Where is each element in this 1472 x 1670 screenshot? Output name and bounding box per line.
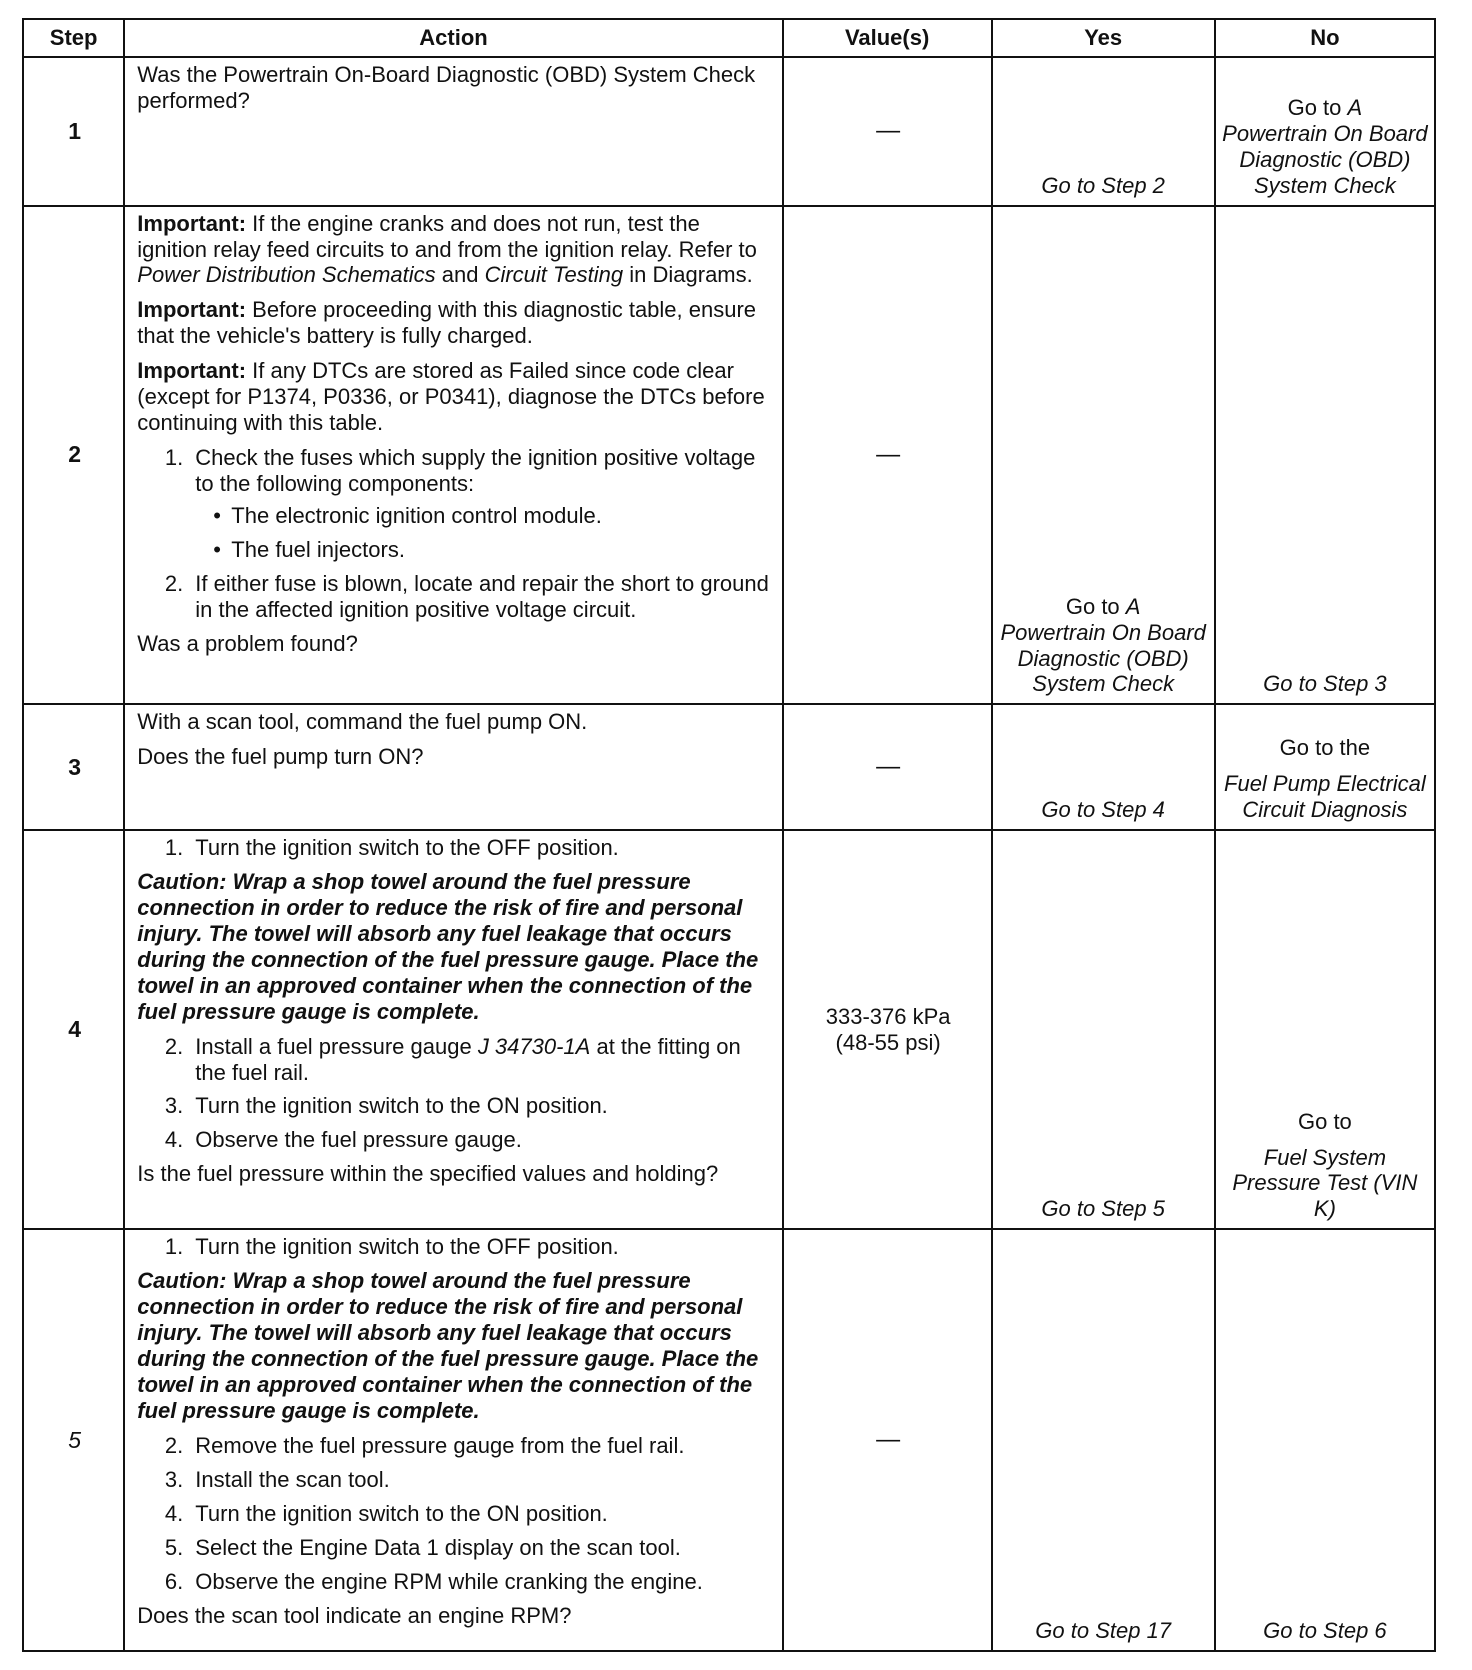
note-text: If any DTCs are stored as Failed since code clear (except for P1374, P0336, or P0341), diagnose the DTCs before continuing with this table. (137, 358, 765, 436)
no-ref: Powertrain On Board Diagnostic (OBD) System Check (1222, 120, 1428, 198)
important-note (137, 211, 771, 289)
no-prefix: Go to (1287, 94, 1348, 120)
no-cell (1215, 830, 1435, 1230)
header-action: Action (124, 19, 782, 57)
header-no: No (1215, 19, 1435, 57)
header-values: Value(s) (783, 19, 992, 57)
important-label: Important: (137, 358, 247, 384)
value-dash: — (876, 117, 901, 145)
procedure-step: 3. Install the scan tool. (189, 1467, 771, 1493)
procedure-step (189, 1034, 771, 1086)
no-italic-a: A (1347, 94, 1363, 120)
action-cell (124, 57, 782, 206)
no-cell (1215, 704, 1435, 829)
bullet-item: • The electronic ignition control module. (231, 503, 771, 529)
yes-prefix: Go to (1065, 593, 1126, 619)
caution-note: Caution: Wrap a shop towel around the fuel pressure connection in order to reduce the risk of fire and personal injury. The towel will absorb any fuel leakage that occurs during the connection of the fuel pressure gauge. Place the towel in an approved container when the connection of the fuel pressure gauge is complete. (137, 868, 759, 1024)
table-row (23, 1229, 1435, 1651)
ref-link[interactable]: Power Distribution Schematics (137, 262, 436, 288)
important-label: Important: (137, 297, 247, 323)
procedure-step: 6. Observe the engine RPM while cranking the engine. (189, 1569, 771, 1595)
question: Was the Powertrain On-Board Diagnostic (OBD) System Check performed? (137, 62, 756, 113)
step-number: 1 (23, 57, 124, 206)
action-cell (124, 704, 782, 829)
yes-link[interactable]: Go to Step 17 (1035, 1618, 1172, 1644)
instruction: With a scan tool, command the fuel pump ON. (137, 709, 588, 735)
no-ref: Fuel Pump Electrical Circuit Diagnosis (1224, 770, 1426, 822)
no-link[interactable] (1222, 735, 1428, 823)
procedure-step: 4. Turn the ignition switch to the ON position. (189, 1501, 771, 1527)
step-number: 3 (23, 704, 124, 829)
value-cell (783, 704, 992, 829)
yes-link[interactable]: Go to Step 2 (1041, 172, 1165, 198)
important-note (137, 358, 771, 436)
step-text: Install a fuel pressure gauge (195, 1033, 478, 1059)
yes-link[interactable]: Go to Step 4 (1041, 796, 1165, 822)
step-text: at the fitting on the fuel rail. (195, 1033, 741, 1085)
question: Does the fuel pump turn ON? (137, 744, 424, 770)
value-cell (783, 1229, 992, 1651)
header-step: Step (23, 19, 124, 57)
header-yes: Yes (992, 19, 1215, 57)
yes-italic-a: A (1125, 593, 1141, 619)
action-cell (124, 1229, 782, 1651)
procedure-step: 2. If either fuse is blown, locate and repair the short to ground in the affected ignition positive voltage circuit. (189, 571, 771, 623)
procedure-step (189, 445, 771, 563)
no-cell (1215, 206, 1435, 705)
no-cell (1215, 57, 1435, 206)
procedure-step: 4. Observe the fuel pressure gauge. (189, 1127, 771, 1153)
note-text: and (435, 262, 485, 288)
value-dash: — (876, 1426, 901, 1454)
table-row (23, 57, 1435, 206)
procedure-list (137, 835, 771, 861)
value-cell (783, 57, 992, 206)
table-row (23, 704, 1435, 829)
procedure-step: 1. Turn the ignition switch to the OFF position. (189, 1234, 771, 1260)
no-link[interactable] (1222, 95, 1428, 199)
note-text: Before proceeding with this diagnostic table, ensure that the vehicle's battery is fully charged. (137, 297, 757, 349)
yes-cell (992, 704, 1215, 829)
question: Does the scan tool indicate an engine RPM? (137, 1602, 572, 1628)
header-row (23, 19, 1435, 57)
no-link[interactable] (1222, 1109, 1428, 1223)
bullet-list (195, 503, 771, 563)
procedure-list (137, 1034, 771, 1154)
yes-link[interactable] (999, 594, 1208, 698)
procedure-list (137, 1234, 771, 1260)
procedure-step: 2. Remove the fuel pressure gauge from the fuel rail. (189, 1433, 771, 1459)
bullet-item: • The fuel injectors. (231, 537, 771, 563)
step-number: 2 (23, 206, 124, 705)
no-cell (1215, 1229, 1435, 1651)
action-cell (124, 830, 782, 1230)
tool-number: J 34730-1A (477, 1033, 591, 1059)
table-row (23, 206, 1435, 705)
no-link[interactable]: Go to Step 6 (1263, 1618, 1387, 1644)
important-note (137, 297, 771, 349)
procedure-step: 3. Turn the ignition switch to the ON position. (189, 1093, 771, 1119)
procedure-step: 5. Select the Engine Data 1 display on the scan tool. (189, 1535, 771, 1561)
value-kpa: 333-376 kPa (825, 1003, 951, 1029)
value-psi: (48-55 psi) (835, 1029, 941, 1055)
procedure-list (137, 445, 771, 623)
yes-cell (992, 1229, 1215, 1651)
important-label: Important: (137, 210, 247, 236)
procedure-list (137, 1433, 771, 1595)
step-number: 4 (23, 830, 124, 1230)
yes-link[interactable]: Go to Step 5 (1041, 1196, 1165, 1222)
yes-cell (992, 206, 1215, 705)
step-number: 5 (23, 1229, 124, 1651)
value-cell (783, 206, 992, 705)
no-ref: Fuel System Pressure Test (VIN K) (1232, 1144, 1418, 1222)
yes-cell (992, 830, 1215, 1230)
no-prefix: Go to the (1279, 735, 1371, 761)
ref-link[interactable]: Circuit Testing (484, 262, 624, 288)
diagnostic-table (22, 18, 1436, 1652)
note-text: in Diagrams. (623, 262, 753, 288)
yes-cell (992, 57, 1215, 206)
question: Is the fuel pressure within the specified values and holding? (137, 1161, 719, 1187)
step-text: Check the fuses which supply the ignition positive voltage to the following components: (195, 445, 756, 497)
action-cell (124, 206, 782, 705)
procedure-step: 1. Turn the ignition switch to the OFF position. (189, 835, 771, 861)
question: Was a problem found? (137, 630, 358, 656)
value-dash: — (876, 440, 901, 468)
no-link[interactable]: Go to Step 3 (1263, 671, 1387, 697)
no-prefix: Go to (1297, 1108, 1352, 1134)
caution-note: Caution: Wrap a shop towel around the fuel pressure connection in order to reduce the risk of fire and personal injury. The towel will absorb any fuel leakage that occurs during the connection of the fuel pressure gauge. Place the towel in an approved container when the connection of the fuel pressure gauge is complete. (137, 1268, 759, 1424)
note-text: If the engine cranks and does not run, test the ignition relay feed circuits to and from the ignition relay. Refer to (137, 210, 757, 262)
value-dash: — (876, 753, 901, 780)
yes-ref: Powertrain On Board Diagnostic (OBD) System Check (1000, 619, 1206, 697)
table-row (23, 830, 1435, 1230)
value-cell (783, 830, 992, 1230)
